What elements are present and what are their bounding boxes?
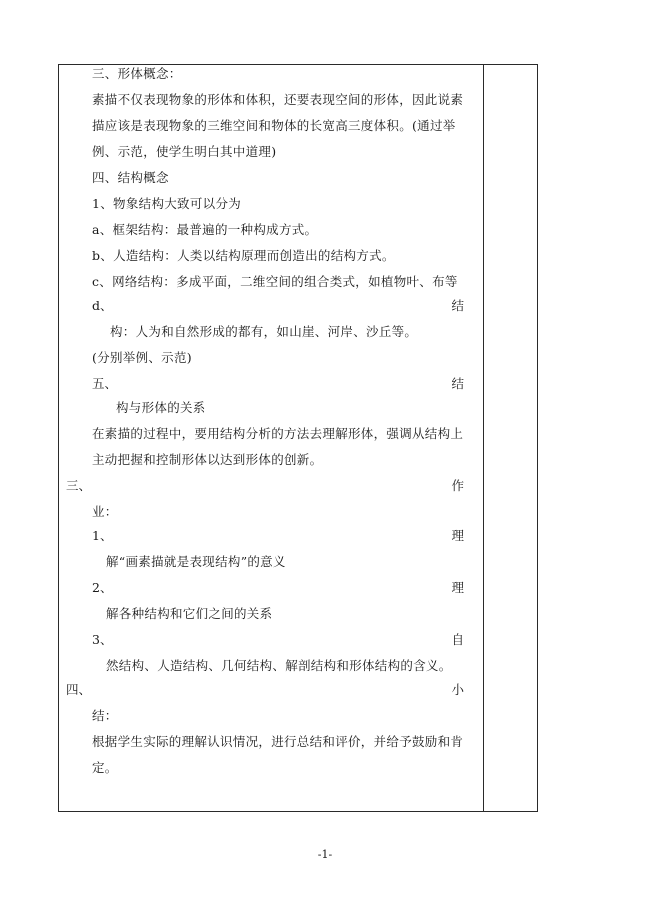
heading-structure-concept: 四、结构概念 (92, 170, 169, 185)
list-item: b、人造结构：人类以结构原理而创造出的结构方式。 (92, 248, 395, 263)
heading-continuation: 结： (92, 708, 118, 723)
justified-line (92, 580, 464, 596)
justified-line (66, 682, 464, 698)
heading-continuation: 构与形体的关系 (116, 400, 206, 415)
list-marker: 1、 (92, 528, 113, 543)
paragraph-line: 定。 (92, 760, 118, 775)
line-end-char: 自 (451, 632, 464, 647)
column-divider (483, 65, 484, 811)
list-item-continuation: 解“画素描就是表现结构”的意义 (106, 554, 286, 569)
justified-line (92, 376, 464, 392)
page-number: -1- (317, 848, 333, 861)
paragraph-line: 主动把握和控制形体以达到形体的创新。 (92, 452, 323, 467)
paragraph-line: 根据学生实际的理解认识情况，进行总结和评价，并给予鼓励和肯 (92, 734, 464, 749)
paragraph-line: 素描不仅表现物象的形体和体积，还要表现空间的形体，因此说素 (92, 92, 464, 107)
list-item: c、网络结构：多成平面，二维空间的组合类式，如植物叶、布等 (92, 274, 458, 289)
paragraph-line: (分别举例、示范) (92, 350, 192, 365)
paragraph-line: 1、物象结构大致可以分为 (92, 196, 242, 211)
paragraph-line: 在素描的过程中，要用结构分析的方法去理解形体，强调从结构上 (92, 426, 464, 441)
list-marker: 3、 (92, 632, 113, 647)
line-end-char: 小 (451, 682, 464, 697)
justified-line (92, 298, 464, 314)
list-item-continuation: 构：人为和自然形成的都有，如山崖、河岸、沙丘等。 (110, 324, 418, 339)
justified-line (92, 528, 464, 544)
heading-continuation: 业： (92, 504, 118, 519)
line-end-char: 理 (451, 528, 464, 543)
heading-form-concept: 三、形体概念： (92, 66, 182, 81)
list-item-continuation: 然结构、人造结构、几何结构、解剖结构和形体结构的含义。 (106, 658, 452, 673)
line-end-char: 理 (451, 580, 464, 595)
justified-line (92, 632, 464, 648)
paragraph-line: 描应该是表现物象的三维空间和物体的长宽高三度体积。(通过举 (92, 118, 456, 133)
list-item: a、框架结构：最普遍的一种构成方式。 (92, 222, 318, 237)
line-end-char: 作 (451, 478, 464, 493)
line-end-char: 结 (451, 376, 464, 391)
paragraph-line: 例、示范，使学生明白其中道理) (92, 144, 277, 159)
list-marker: d、 (92, 298, 113, 313)
line-end-char: 结 (451, 298, 464, 313)
section-marker: 五、 (92, 376, 118, 391)
section-marker: 四、 (66, 682, 92, 697)
section-marker: 三、 (66, 478, 92, 493)
justified-line (66, 478, 464, 494)
list-marker: 2、 (92, 580, 113, 595)
list-item-continuation: 解各种结构和它们之间的关系 (106, 606, 273, 621)
